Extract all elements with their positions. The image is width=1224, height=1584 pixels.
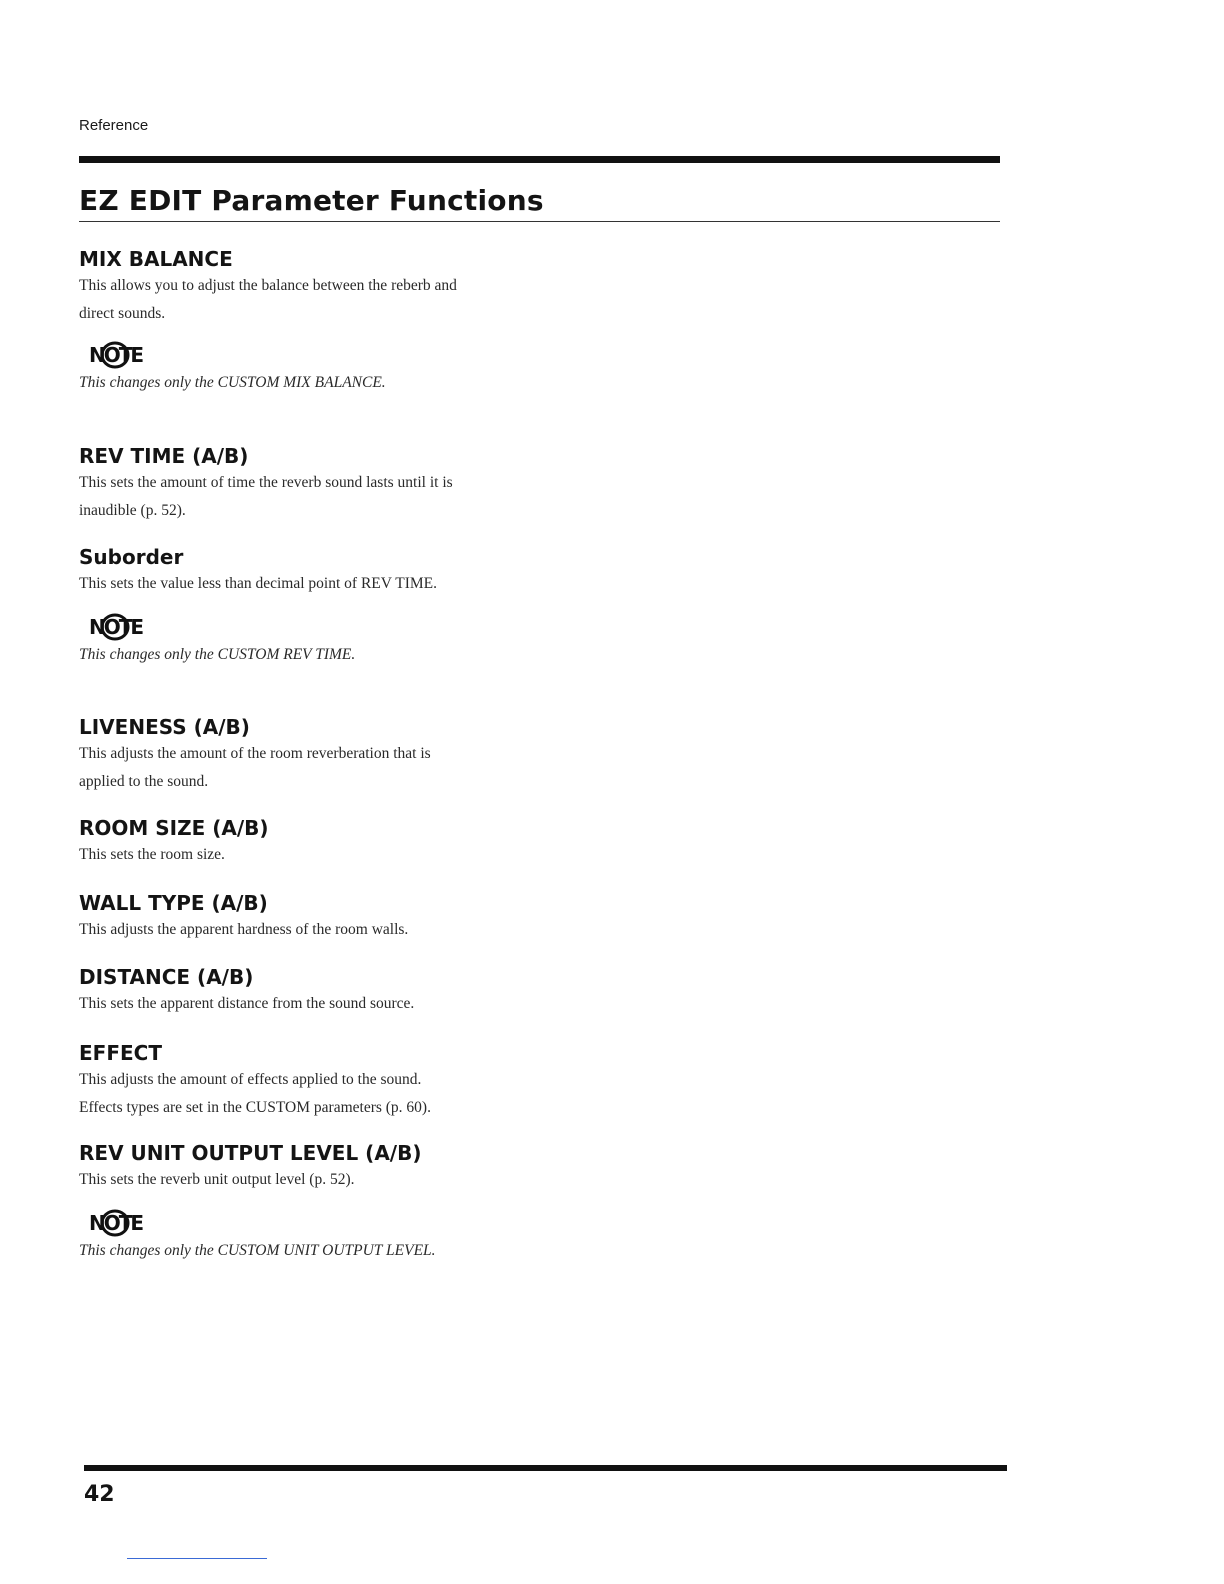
page-title: EZ EDIT Parameter Functions [79, 184, 544, 217]
section-text-line: This adjusts the amount of effects applied to the sound. [79, 1071, 422, 1088]
footer-link-line [127, 1558, 267, 1559]
title-rule [79, 221, 1000, 222]
note-icon-label: NOTE [89, 615, 143, 639]
page-number: 42 [84, 1482, 115, 1507]
section-room-size [79, 816, 539, 869]
note-icon-label: NOTE [89, 343, 143, 367]
note-icon [79, 338, 149, 370]
section-heading: Suborder [79, 545, 184, 569]
bottom-rule [84, 1465, 1007, 1471]
top-rule [79, 156, 1000, 163]
section-text-line: This adjusts the apparent hardness of the room walls. [79, 921, 409, 938]
section-effect [79, 1041, 539, 1122]
section-text-line: This sets the room size. [79, 846, 225, 863]
section-text-line: This sets the amount of time the reverb sound lasts until it is [79, 474, 453, 491]
note-text: This changes only the CUSTOM MIX BALANCE. [79, 374, 386, 391]
section-wall-type [79, 891, 539, 944]
section-mix-balance [79, 247, 539, 328]
running-head: Reference [79, 117, 149, 134]
section-text-line: This sets the reverb unit output level (p. 52). [79, 1171, 355, 1188]
section-suborder [79, 545, 539, 598]
section-distance [79, 965, 539, 1018]
section-text-line: This adjusts the amount of the room reverberation that is [79, 745, 431, 762]
section-text-line: This sets the value less than decimal point of REV TIME. [79, 575, 438, 592]
section-rev-time [79, 444, 539, 525]
section-heading: ROOM SIZE (A/B) [79, 816, 269, 840]
note-icon-label: NOTE [89, 1211, 143, 1235]
section-heading: REV UNIT OUTPUT LEVEL (A/B) [79, 1141, 422, 1165]
note-rev-time [79, 610, 559, 666]
section-liveness [79, 715, 539, 796]
section-text-line: Effects types are set in the CUSTOM parameters (p. 60). [79, 1099, 431, 1116]
section-text-line: direct sounds. [79, 305, 166, 322]
section-text-line: inaudible (p. 52). [79, 502, 186, 519]
section-heading: MIX BALANCE [79, 247, 233, 271]
section-text-line: This sets the apparent distance from the sound source. [79, 995, 415, 1012]
section-heading: DISTANCE (A/B) [79, 965, 254, 989]
section-heading: WALL TYPE (A/B) [79, 891, 268, 915]
section-text-line: This allows you to adjust the balance between the reberb and [79, 277, 457, 294]
note-icon [79, 610, 149, 642]
note-unit-output-level [79, 1206, 559, 1262]
section-rev-unit-output-level [79, 1141, 539, 1194]
note-text: This changes only the CUSTOM UNIT OUTPUT LEVEL. [79, 1242, 436, 1259]
section-heading: REV TIME (A/B) [79, 444, 249, 468]
note-icon [79, 1206, 149, 1238]
section-heading: EFFECT [79, 1041, 162, 1065]
section-heading: LIVENESS (A/B) [79, 715, 250, 739]
note-text: This changes only the CUSTOM REV TIME. [79, 646, 356, 663]
note-mix-balance [79, 338, 559, 394]
section-text-line: applied to the sound. [79, 773, 209, 790]
